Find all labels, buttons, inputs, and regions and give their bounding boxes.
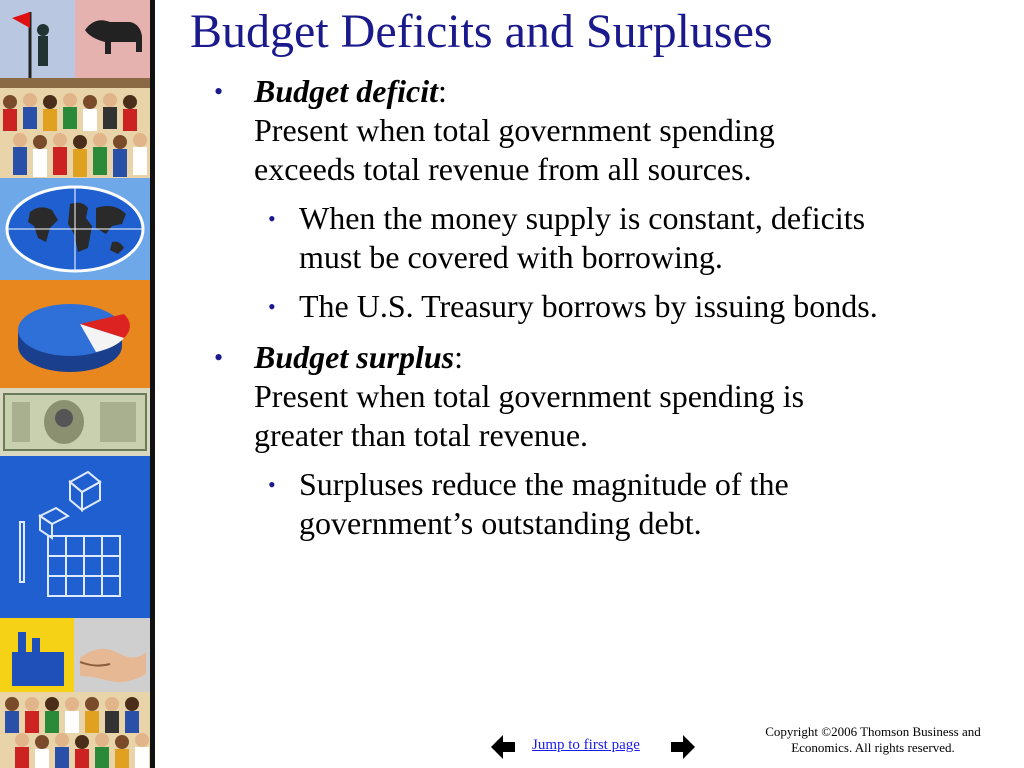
term-budget-surplus: Budget surplus <box>254 339 455 375</box>
crowd-image <box>0 88 150 178</box>
bullet-icon: • <box>214 77 224 106</box>
blueprint-image <box>0 456 150 618</box>
definition-line: Present when total government spending is <box>254 378 805 414</box>
decorative-image-strip <box>0 0 150 768</box>
slide-title: Budget Deficits and Surpluses <box>190 5 773 58</box>
sub-bullet-icon: • <box>268 294 276 319</box>
copyright-line: Copyright ©2006 Thomson Business and <box>765 724 981 739</box>
dollar-bill-image <box>0 388 150 456</box>
factory-handshake-icon <box>0 618 150 692</box>
sub-bullet-icon: • <box>268 472 276 497</box>
term-colon: : <box>454 339 463 375</box>
definition-line: Present when total government spending <box>254 112 775 148</box>
bullet-budget-surplus <box>210 338 1000 455</box>
slide-navigation <box>490 732 700 762</box>
definition-line: exceeds total revenue from all sources. <box>254 151 752 187</box>
sub-bullet-money-supply <box>210 199 1000 277</box>
sub-bullet-line: must be covered with borrowing. <box>299 239 723 275</box>
pie-chart-icon <box>0 280 150 388</box>
building-blocks-icon <box>0 456 150 618</box>
jump-to-first-page-link[interactable]: Jump to first page <box>532 737 640 753</box>
term-colon: : <box>437 73 447 109</box>
sub-bullet-surplus-debt <box>210 465 1000 543</box>
copyright-notice <box>742 724 1004 756</box>
flag-bull-icon <box>0 0 150 88</box>
copyright-line: Economics. All rights reserved. <box>791 740 955 755</box>
dollar-bill-icon <box>0 388 150 456</box>
sub-bullet-treasury <box>210 287 1000 326</box>
term-budget-deficit: Budget deficit <box>254 73 438 109</box>
world-map-icon <box>0 178 150 280</box>
bullet-icon: • <box>214 343 224 372</box>
factory-handshake-image <box>0 618 150 692</box>
definition-line: greater than total revenue. <box>254 417 589 453</box>
flag-bull-image <box>0 0 150 88</box>
pie-chart-image <box>0 280 150 388</box>
slide-content <box>210 72 1000 543</box>
crowd-bottom-image <box>0 692 150 768</box>
strip-divider <box>150 0 155 768</box>
crowd-icon <box>0 88 150 178</box>
sub-bullet-icon: • <box>268 206 276 231</box>
sub-bullet-line: government’s outstanding debt. <box>299 505 702 541</box>
sub-bullet-line: The U.S. Treasury borrows by issuing bonds. <box>299 288 878 324</box>
bullet-budget-deficit <box>210 72 1000 189</box>
sub-bullet-line: When the money supply is constant, deficits <box>299 200 866 236</box>
crowd-bottom-icon <box>0 692 150 768</box>
world-map-image <box>0 178 150 280</box>
arrow-right-icon[interactable] <box>670 734 696 760</box>
arrow-left-icon[interactable] <box>490 734 516 760</box>
sub-bullet-line: Surpluses reduce the magnitude of the <box>299 466 789 502</box>
